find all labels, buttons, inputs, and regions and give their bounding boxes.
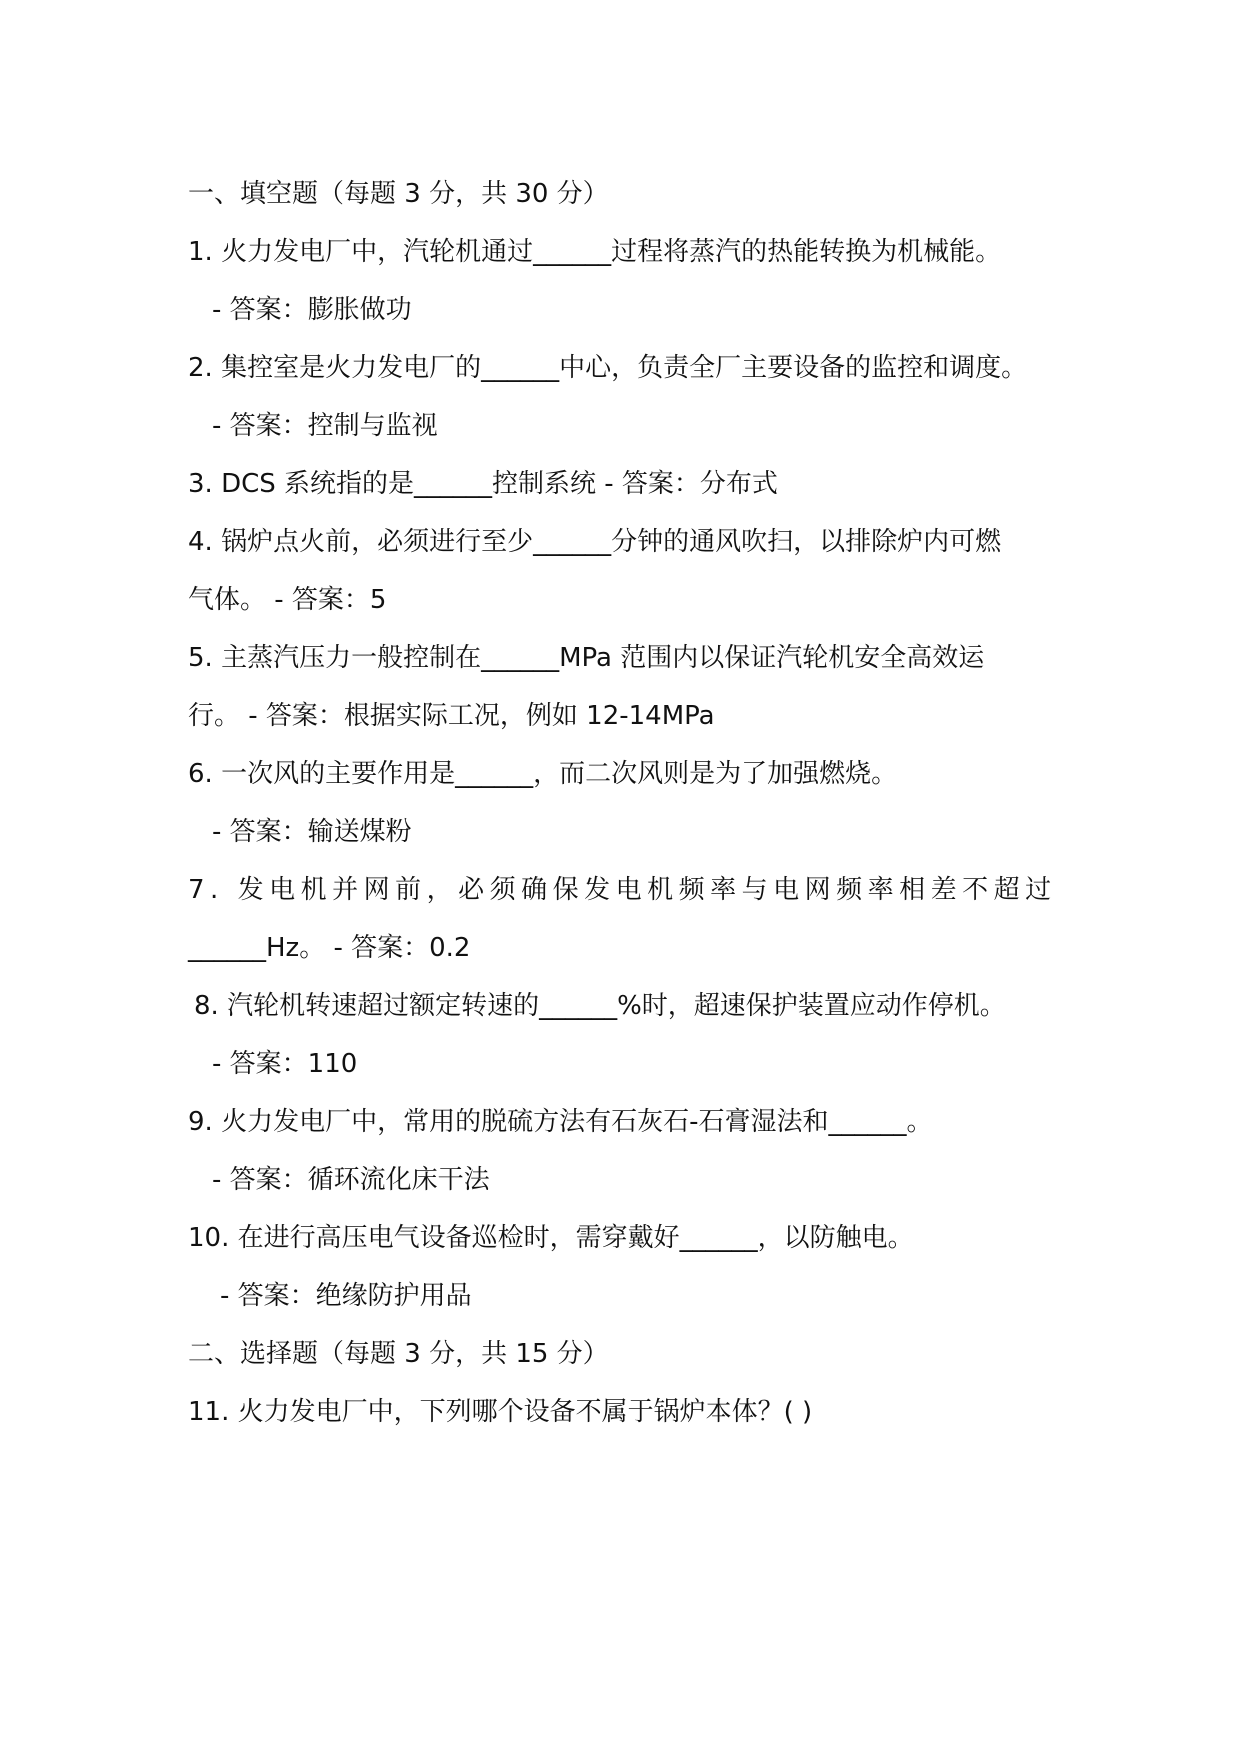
section-title-choice: 二、选择题（每题 3 分，共 15 分） (188, 1339, 609, 1369)
question-5: 5. 主蒸汽压力一般控制在______MPa 范围内以保证汽轮机安全高效运 (188, 643, 985, 673)
question-10: 10. 在进行高压电气设备巡检时，需穿戴好______，以防触电。 (188, 1223, 914, 1253)
question-1: 1. 火力发电厂中，汽轮机通过______过程将蒸汽的热能转换为机械能。 (188, 237, 1002, 267)
question-3: 3. DCS 系统指的是______控制系统 - 答案：分布式 (188, 469, 778, 499)
answer-9: - 答案：循环流化床干法 (212, 1165, 490, 1195)
question-7-continuation: ______Hz。 - 答案：0.2 (188, 933, 471, 963)
section-title-fill-blank: 一、填空题（每题 3 分，共 30 分） (188, 179, 609, 209)
question-6: 6. 一次风的主要作用是______，而二次风则是为了加强燃烧。 (188, 759, 898, 789)
question-5-continuation: 行。 - 答案：根据实际工况，例如 12-14MPa (188, 701, 715, 731)
question-4-continuation: 气体。 - 答案：5 (188, 585, 387, 615)
answer-10: - 答案：绝缘防护用品 (220, 1281, 472, 1311)
answer-1: - 答案：膨胀做功 (212, 295, 412, 325)
answer-6: - 答案：输送煤粉 (212, 817, 412, 847)
answer-2: - 答案：控制与监视 (212, 411, 438, 441)
question-9: 9. 火力发电厂中，常用的脱硫方法有石灰石-石膏湿法和______。 (188, 1107, 933, 1137)
question-7: 7. 发电机并网前，必须确保发电机频率与电网频率相差不超过 (188, 875, 1057, 905)
answer-8: - 答案：110 (212, 1049, 358, 1079)
question-4: 4. 锅炉点火前，必须进行至少______分钟的通风吹扫，以排除炉内可燃 (188, 527, 1002, 557)
question-11: 11. 火力发电厂中，下列哪个设备不属于锅炉本体？( ) (188, 1397, 813, 1427)
question-2: 2. 集控室是火力发电厂的______中心，负责全厂主要设备的监控和调度。 (188, 353, 1028, 383)
question-8: 8. 汽轮机转速超过额定转速的______%时，超速保护装置应动作停机。 (194, 991, 1006, 1021)
